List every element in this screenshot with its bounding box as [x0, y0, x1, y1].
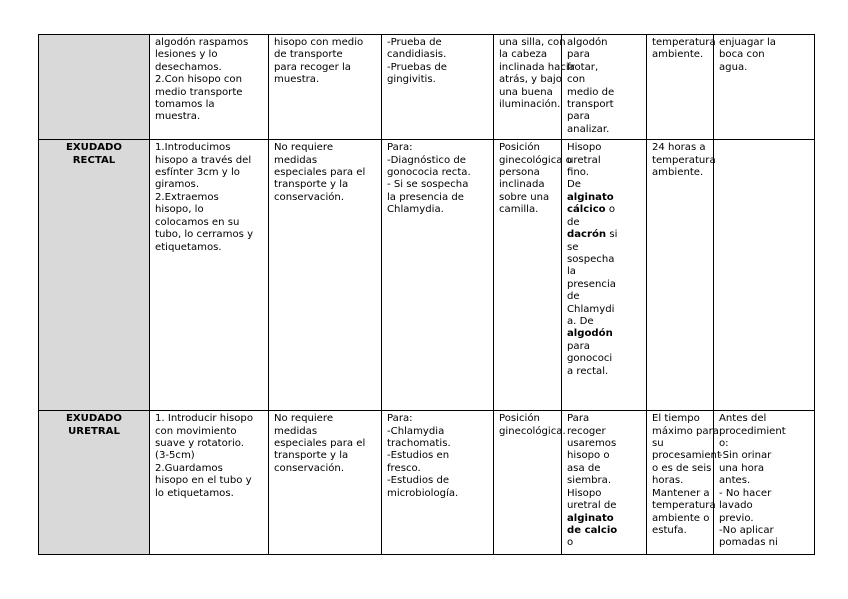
cell-text-line: agua. — [719, 61, 748, 73]
cell-text-line: Posición — [499, 142, 540, 154]
cell-text-line: procedimient — [719, 425, 786, 437]
cell-text-line: iluminación. — [499, 99, 561, 111]
notes-cell — [714, 140, 815, 411]
cell-text-line: microbiología. — [387, 487, 459, 499]
storage-cell — [647, 35, 714, 140]
table-row — [39, 411, 815, 555]
cell-text-line: alginato — [567, 512, 614, 524]
cell-text-line: tubo, lo cerramos y — [155, 229, 254, 241]
cell-text-line: hisopo, lo — [155, 204, 204, 216]
cell-text-line: una hora — [719, 462, 765, 474]
cell-text-line: de transporte — [274, 49, 343, 61]
cell-text-line: la presencia de — [387, 191, 464, 203]
cell-text-line: máximo para — [652, 425, 719, 437]
cell-text-line: uretral — [567, 154, 601, 166]
cell-text-line: ambiente o — [652, 512, 710, 524]
cell-text-line: especiales para el — [274, 167, 366, 179]
position-cell — [494, 140, 572, 411]
cell-text-line: sobre una — [499, 191, 550, 203]
cell-text-line: para — [567, 49, 590, 61]
cell-text-line: hisopo con medio — [274, 37, 364, 48]
cell-text-line: temperatura — [652, 154, 716, 166]
purpose-cell — [382, 140, 494, 411]
cell-text-line: hisopo a través del — [155, 154, 252, 166]
procedure-cell — [150, 140, 269, 411]
cell-text-line: la — [567, 266, 576, 278]
cell-text-line: de — [567, 216, 580, 228]
cell-text-line: conservación. — [274, 462, 345, 474]
cell-text-line: lavado — [719, 500, 753, 512]
cell-text-line: Para: — [387, 142, 413, 154]
cell-text-line: la cabeza — [499, 49, 548, 61]
cell-text-line: pomadas ni — [719, 537, 778, 549]
cell-text-line: su — [652, 438, 664, 450]
cell-text-line: uretral de — [567, 500, 617, 512]
cell-text-line: desechamos. — [155, 61, 222, 73]
cell-text-line: - No hacer — [719, 487, 772, 499]
cell-text-line: alginato — [567, 191, 614, 203]
cell-text-line: especiales para el — [274, 438, 366, 450]
cell-text-line: persona — [499, 167, 540, 179]
cell-text-line: Antes del — [719, 413, 767, 425]
cell-text-line: EXUDADO — [65, 413, 123, 425]
cell-text-line: (3-5cm) — [155, 450, 195, 462]
cell-text-line: Para: — [387, 413, 413, 425]
cell-text-line: Para — [567, 413, 590, 425]
cell-text-line: siembra. — [567, 475, 612, 487]
cell-text-line: asa de — [567, 462, 601, 474]
cell-text-line: previo. — [719, 512, 754, 524]
cell-text-line: medidas — [274, 154, 318, 166]
cell-text-line: -No aplicar — [719, 524, 774, 536]
cell-text-line: -Pruebas de — [387, 61, 447, 73]
cell-text-line: inclinada hacia — [499, 61, 575, 73]
cell-text-line: -Estudios en — [387, 450, 450, 462]
cell-text-line: gonococi — [567, 353, 613, 365]
cell-text-line: medio de — [567, 86, 615, 98]
cell-text-line: fino. — [567, 167, 589, 179]
cell-text-line: procesamient — [652, 450, 721, 462]
cell-text-line: Hisopo — [567, 142, 602, 154]
cell-text-line: para — [567, 340, 590, 352]
cell-text-line: RECTAL — [72, 154, 116, 166]
cell-text-line: lo etiquetamos. — [155, 487, 234, 499]
cell-text-line: para — [567, 111, 590, 123]
cell-text-line: dacrón si — [567, 229, 618, 241]
cell-text-line: horas. — [652, 475, 684, 487]
cell-text-line: conservación. — [274, 191, 345, 203]
cell-text-line: atrás, y bajo — [499, 74, 562, 86]
cell-text-line: -Sin orinar — [719, 450, 772, 462]
cell-text-line: 2.Con hisopo con — [155, 74, 243, 86]
procedure-cell — [150, 411, 269, 555]
cell-text-line: 1. Introducir hisopo — [155, 413, 254, 425]
cell-text-line: Posición — [499, 413, 540, 425]
cell-text-line: o — [567, 537, 574, 549]
cell-text-line: de — [567, 291, 580, 303]
cell-text-line: ginecológica o — [499, 154, 572, 166]
cell-text-line: tomamos la — [155, 99, 215, 111]
cell-text-line: Hisopo — [567, 487, 602, 499]
cell-text-line: una silla, con — [499, 37, 566, 48]
cell-text-line: El tiempo — [652, 413, 700, 425]
cell-text-line: con — [567, 74, 586, 86]
cell-text-line: a. De — [567, 315, 594, 327]
storage-cell — [647, 140, 714, 411]
table-row — [39, 140, 815, 411]
cell-text-line: enjuagar la — [719, 37, 776, 48]
cell-text-line: Mantener a — [652, 487, 710, 499]
cell-text-line: gingivitis. — [387, 74, 436, 86]
cell-text-line: candidiasis. — [387, 49, 447, 61]
cell-text-line: muestra. — [155, 111, 201, 123]
cell-text-line: Chlamydia. — [387, 204, 444, 216]
cell-text-line: o es de seis — [652, 462, 712, 474]
cell-text-line: -Prueba de — [387, 37, 442, 48]
cell-text-line: EXUDADO — [65, 142, 123, 154]
cell-text-line: medio transporte — [155, 86, 243, 98]
cell-text-line: No requiere — [274, 142, 334, 154]
cell-text-line: Chlamydi — [567, 303, 615, 315]
row-header — [39, 140, 150, 411]
material-cell — [562, 35, 647, 140]
row-header — [39, 35, 150, 140]
material-cell — [562, 411, 647, 555]
position-cell — [494, 35, 575, 140]
position-cell — [494, 411, 566, 555]
notes-cell — [714, 411, 815, 555]
cell-text-line: con movimiento — [155, 425, 237, 437]
cell-text-line: gonococia recta. — [387, 167, 471, 179]
cell-text-line: usaremos — [567, 438, 617, 450]
cell-text-line: algodón raspamos — [155, 37, 249, 48]
transport-cell — [269, 411, 382, 555]
cell-text-line: 1.Introducimos — [155, 142, 231, 154]
purpose-cell — [382, 35, 494, 140]
cell-text-line: transport — [567, 99, 614, 111]
cell-text-line: suave y rotatorio. — [155, 438, 244, 450]
table-row — [39, 35, 815, 140]
cell-text-line: para recoger la — [274, 61, 351, 73]
cell-text-line: temperatura — [652, 37, 716, 48]
cell-text-line: estufa. — [652, 524, 687, 536]
cell-text-line: sospecha — [567, 253, 615, 265]
cell-text-line: trachomatis. — [387, 438, 451, 450]
cell-text-line: una buena — [499, 86, 553, 98]
cell-text-line: algodón — [567, 37, 608, 48]
cell-text-line: analizar. — [567, 123, 610, 135]
cell-text-line: o: — [719, 438, 729, 450]
cell-text-line: -Estudios de — [387, 475, 450, 487]
cell-text-line: No requiere — [274, 413, 334, 425]
cell-text-line: frotar, — [567, 61, 599, 73]
cell-text-line: -Diagnóstico de — [387, 154, 466, 166]
row-header — [39, 411, 150, 555]
procedure-cell — [150, 35, 269, 140]
cell-text-line: muestra. — [274, 74, 320, 86]
cell-text-line: fresco. — [387, 462, 421, 474]
cell-text-line: boca con — [719, 49, 765, 61]
cell-text-line: cálcico o — [567, 204, 616, 216]
transport-cell — [269, 35, 382, 140]
cell-text-line: esfínter 3cm y lo — [155, 167, 240, 179]
cell-text-line: camilla. — [499, 204, 539, 216]
cell-text-line: -Chlamydia — [387, 425, 445, 437]
cell-text-line: - Si se sospecha — [387, 179, 469, 191]
cell-text-line: 2.Extraemos — [155, 191, 219, 203]
cell-text-line: algodón — [567, 328, 613, 340]
transport-cell — [269, 140, 382, 411]
cell-text-line: transporte y la — [274, 179, 349, 191]
cell-text-line: medidas — [274, 425, 318, 437]
cell-text-line: hisopo o — [567, 450, 610, 462]
cell-text-line: inclinada — [499, 179, 545, 191]
notes-cell — [714, 35, 815, 140]
cell-text-line: de calcio — [567, 524, 618, 536]
cell-text-line: 2.Guardamos — [155, 462, 223, 474]
material-cell — [562, 140, 647, 411]
cell-text-line: se — [567, 241, 579, 253]
cell-text-line: giramos. — [155, 179, 200, 191]
cell-text-line: etiquetamos. — [155, 241, 222, 253]
cell-text-line: transporte y la — [274, 450, 349, 462]
storage-cell — [647, 411, 721, 555]
cell-text-line: antes. — [719, 475, 751, 487]
cell-text-line: lesiones y lo — [155, 49, 218, 61]
cell-text-line: 24 horas a — [652, 142, 706, 154]
cell-text-line: ambiente. — [652, 167, 704, 179]
cell-text-line: URETRAL — [68, 425, 120, 437]
cell-text-line: recoger — [567, 425, 606, 437]
cell-text-line: ambiente. — [652, 49, 704, 61]
cell-text-line: ginecológica. — [499, 425, 566, 437]
specimen-table — [38, 34, 815, 555]
cell-text-line: presencia — [567, 278, 616, 290]
cell-text-line: colocamos en su — [155, 216, 240, 228]
purpose-cell — [382, 411, 494, 555]
cell-text-line: De — [567, 179, 581, 191]
cell-text-line: hisopo en el tubo y — [155, 475, 252, 487]
cell-text-line: temperatura — [652, 500, 716, 512]
cell-text-line: a rectal. — [567, 365, 609, 377]
